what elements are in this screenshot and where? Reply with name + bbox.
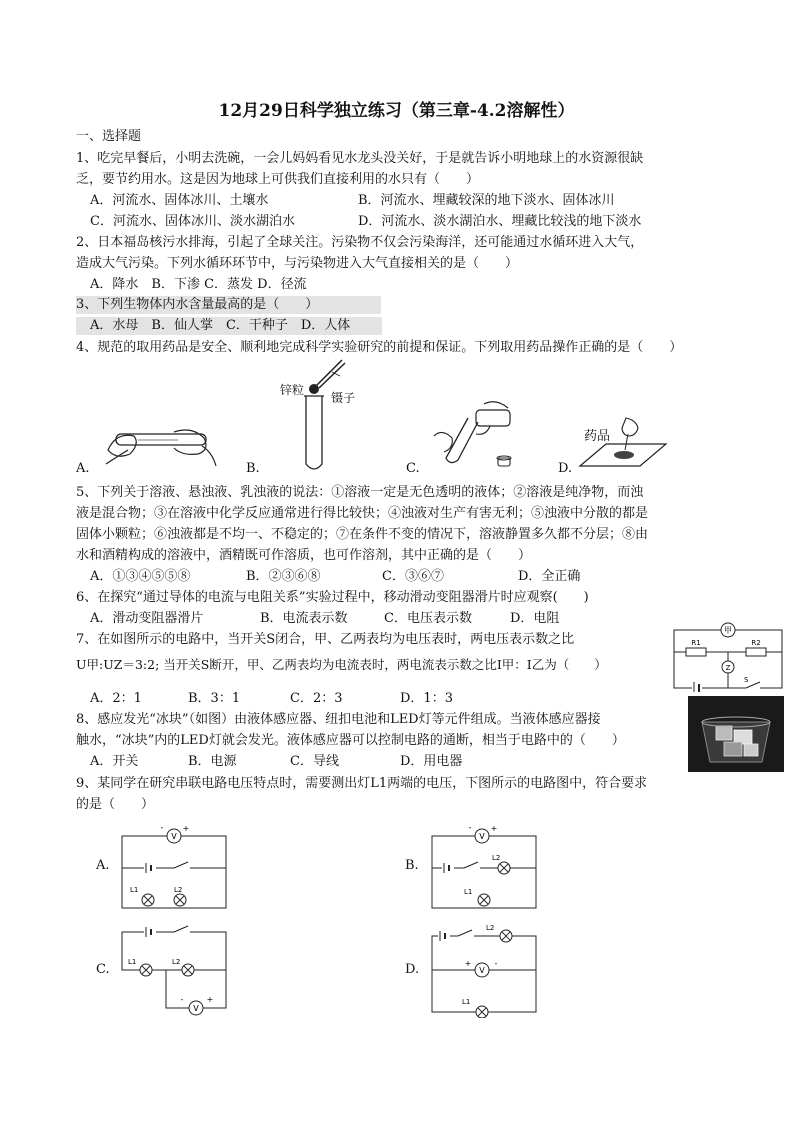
q4-label-c: C. bbox=[406, 461, 420, 476]
q5-stem-line3: 固体小颗粒；⑥浊液都是不均一、不稳定的；⑦在条件不变的情况下，溶液静置多久都不分层；⑧由 bbox=[76, 527, 649, 542]
q6-stem: 6、在探究“通过导体的电流与电阻关系”实验过程中，移动滑动变阻器滑片时应观察( ) bbox=[76, 590, 589, 605]
q7-r1-label: R1 bbox=[691, 639, 701, 647]
q2-options: A．降水 B．下渗 C．蒸发 D．径流 bbox=[90, 277, 307, 292]
q9b-voltmeter-label: V bbox=[479, 832, 485, 841]
q8-option-b: B．电源 bbox=[188, 754, 237, 769]
q9c-l2-label: L2 bbox=[172, 958, 181, 966]
q9a-plus: + bbox=[182, 824, 190, 833]
q9c-voltmeter-label: V bbox=[193, 1004, 199, 1013]
q1-option-b: B．河流水、埋藏较深的地下淡水、固体冰川 bbox=[358, 193, 615, 208]
q3-options: A．水母 B．仙人掌 C．干种子 D．人体 bbox=[76, 317, 382, 335]
q9-circuit-d bbox=[428, 922, 540, 1018]
q2-stem-line2: 造成大气污染。下列水循环环节中，与污染物进入大气直接相关的是（ ） bbox=[76, 256, 519, 271]
q9d-voltmeter-label: V bbox=[479, 966, 485, 975]
q9-label-a: A. bbox=[96, 858, 110, 873]
q4-label-b: B. bbox=[246, 461, 260, 476]
q4-label-d: D. bbox=[558, 461, 573, 476]
q2-stem-line1: 2、日本福岛核污水排海，引起了全球关注。污染物不仅会污染海洋，还可能通过水循环进入大气， bbox=[76, 235, 644, 250]
q9b-l1-label: L1 bbox=[464, 888, 473, 896]
q8-ice-cube-photo bbox=[688, 696, 784, 772]
q9a-l1-label: L1 bbox=[130, 886, 139, 894]
q5-option-d: D．全正确 bbox=[518, 569, 581, 584]
q5-stem-line4: 水和酒精构成的溶液中，酒精既可作溶质，也可作溶剂，其中正确的是（ ） bbox=[76, 548, 532, 563]
q9d-l2-label: L2 bbox=[486, 924, 495, 932]
q1-option-a: A．河流水、固体冰川、土壤水 bbox=[90, 193, 269, 208]
q6-option-a: A．滑动变阻器滑片 bbox=[90, 611, 204, 626]
q4-figure-c-pouring bbox=[428, 400, 528, 476]
q9-label-d: D. bbox=[405, 962, 420, 977]
q7-switch-label: S bbox=[744, 676, 749, 684]
q7-option-b: B．3：1 bbox=[188, 691, 241, 706]
q9c-minus: - bbox=[180, 995, 184, 1004]
q4-zinc-label: 锌粒 bbox=[280, 383, 305, 397]
q8-option-d: D．用电器 bbox=[400, 754, 463, 769]
q7-option-a: A．2：1 bbox=[90, 691, 142, 706]
q3-stem: 3、下列生物体内水含量最高的是（ ） bbox=[76, 296, 381, 314]
q9-stem-line2: 的是（ ） bbox=[76, 797, 155, 812]
q7-r2-label: R2 bbox=[751, 639, 761, 647]
q1-option-d: D．河流水、淡水湖泊水、埋藏比较浅的地下淡水 bbox=[358, 214, 642, 229]
q4-label-a: A. bbox=[76, 461, 90, 476]
q9b-l2-label: L2 bbox=[492, 854, 501, 862]
q5-option-c: C．③⑥⑦ bbox=[382, 569, 444, 584]
q9d-minus: - bbox=[494, 959, 498, 968]
q9-circuit-c bbox=[118, 922, 230, 1018]
q4-figure-a-test-tube-horizontal bbox=[98, 420, 224, 472]
q7-stem-line2: U甲:UZ＝3:2; 当开关S断开，甲、乙两表均为电流表时，两电流表示数之比I甲：I乙为（ ） bbox=[76, 657, 607, 672]
q9a-minus: - bbox=[160, 823, 164, 832]
q5-stem-line1: 5、下列关于溶液、悬浊液、乳浊液的说法：①溶液一定是无色透明的液体；②溶液是纯净物，而浊 bbox=[76, 485, 644, 500]
q9-circuit-b bbox=[428, 822, 540, 912]
q9-label-b: B. bbox=[405, 858, 419, 873]
q1-stem-line1: 1、吃完早餐后，小明去洗碗，一会儿妈妈看见水龙头没关好，于是就告诉小明地球上的水资源很缺 bbox=[76, 151, 644, 166]
q6-option-b: B．电流表示数 bbox=[260, 611, 348, 626]
q4-figure-b-zinc-tweezers bbox=[282, 354, 362, 474]
section-heading: 一、选择题 bbox=[76, 129, 142, 144]
q9-label-c: C. bbox=[96, 962, 110, 977]
q8-stem-line2: 触水，“冰块”内的LED灯就会发光。液体感应器可以控制电路的通断，相当于电路中的（ ） bbox=[76, 733, 625, 748]
q5-option-b: B．②③⑥⑧ bbox=[246, 569, 321, 584]
q7-circuit-diagram bbox=[670, 620, 788, 692]
q6-option-d: D．电阻 bbox=[510, 611, 560, 626]
q9d-plus: + bbox=[464, 959, 472, 968]
q9-stem-line1: 9、某同学在研究串联电路电压特点时，需要测出灯L1两端的电压，下图所示的电路图中，符合要求 bbox=[76, 776, 648, 791]
q8-option-c: C．导线 bbox=[290, 754, 339, 769]
q6-option-c: C．电压表示数 bbox=[384, 611, 472, 626]
q5-stem-line2: 液是混合物；③在溶液中化学反应通常进行得比较快；④浊液对生产有害无利；⑤浊液中分散的都是 bbox=[76, 506, 649, 521]
q7-option-c: C．2：3 bbox=[290, 691, 343, 706]
q9a-l2-label: L2 bbox=[174, 886, 183, 894]
q8-option-a: A．开关 bbox=[90, 754, 139, 769]
q7-meter-yi-label: Z bbox=[725, 664, 731, 672]
q7-meter-jia-label: 甲 bbox=[724, 626, 732, 635]
q4-drug-label: 药品 bbox=[584, 429, 611, 444]
q7-option-d: D．1：3 bbox=[400, 691, 453, 706]
q9-circuit-a bbox=[118, 822, 230, 912]
q9c-plus: + bbox=[206, 995, 214, 1004]
q7-stem-line1: 7、在如图所示的电路中，当开关S闭合，甲、乙两表均为电压表时，两电压表示数之比 bbox=[76, 632, 575, 647]
q9d-l1-label: L1 bbox=[462, 998, 471, 1006]
q1-option-c: C．河流水、固体冰川、淡水湖泊水 bbox=[90, 214, 295, 229]
q5-option-a: A．①③④⑤⑤⑧ bbox=[90, 569, 191, 584]
q4-stem: 4、规范的取用药品是安全、顺利地完成科学实验研究的前提和保证。下列取用药品操作正确的是（ ） bbox=[76, 340, 683, 355]
q1-stem-line2: 乏，要节约用水。这是因为地球上可供我们直接利用的水只有（ ） bbox=[76, 172, 480, 187]
q9a-voltmeter-label: V bbox=[171, 832, 177, 841]
q8-stem-line1: 8、感应发光“冰块”（如图）由液体感应器、纽扣电池和LED灯等元件组成。当液体感应器接 bbox=[76, 712, 601, 727]
q9b-minus: - bbox=[468, 823, 472, 832]
q9b-plus: + bbox=[490, 824, 498, 833]
page-title: 12月29日科学独立练习（第三章-4.2溶解性） bbox=[218, 101, 575, 121]
q9c-l1-label: L1 bbox=[128, 958, 137, 966]
q4-tweezers-label: 镊子 bbox=[331, 391, 356, 405]
